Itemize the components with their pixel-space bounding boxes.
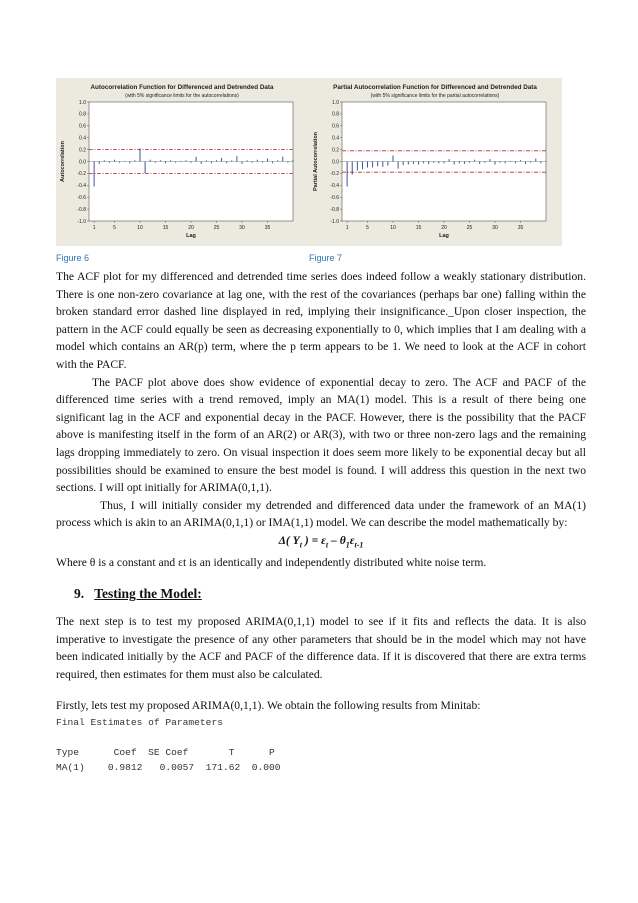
minitab-header: Type Coef SE Coef T P: [56, 746, 275, 758]
section-title: Testing the Model:: [94, 586, 202, 602]
y-tick-label: 0.4: [332, 135, 339, 142]
y-tick-label: -1.0: [330, 218, 339, 225]
x-tick-label: 10: [137, 225, 143, 231]
figure-7-pacf-chart: [309, 78, 562, 246]
x-tick-label: 5: [113, 225, 116, 231]
x-tick-label: 1: [345, 225, 349, 231]
y-axis-label: Autocorrelation: [60, 141, 66, 182]
x-tick-label: 15: [415, 225, 422, 231]
x-tick-label: 20: [188, 225, 194, 231]
acf-chart-svg: [56, 78, 309, 246]
chart-title: Partial Autocorrelation Function for Differenced and Detrended Data: [333, 84, 537, 91]
x-axis-label: Lag: [439, 233, 449, 239]
paragraph-where: Where θ is a constant and εt is an identically and independently distributed white noise term.: [56, 555, 487, 569]
paragraph-acf: The ACF plot for my differenced and detrended time series does indeed follow a weakly stationary distribution. There is one non-zero covariance at lag one, with the rest of the covariances (perhaps bar one) falling within the broken standard error dashed line displayed in red, implying their insignificance._Upon closer inspection, the pattern in the ACF could equally be seen as decreasing exponentially to 0, which implies that I am dealing with a model which contains an AR(p) term, where the p term appears to be 1. We need to look at the ACF in cohort with the PACF.: [56, 270, 586, 371]
y-tick-label: -0.2: [77, 171, 86, 178]
y-tick-label: -0.6: [330, 195, 339, 201]
y-axis-label: Partial Autocorrelation: [313, 131, 319, 192]
x-tick-label: 35: [517, 225, 524, 231]
section-heading: [74, 585, 586, 603]
x-axis-label: Lag: [186, 233, 196, 239]
y-tick-label: -0.4: [330, 183, 339, 190]
x-tick-label: 25: [466, 225, 473, 231]
y-tick-label: 0.2: [79, 147, 86, 154]
pacf-chart-svg: [309, 78, 562, 246]
y-tick-label: 0.0: [332, 159, 339, 166]
x-tick-label: 5: [366, 225, 369, 231]
y-tick-label: 0.4: [79, 135, 86, 142]
chart-subtitle: (with 5% significance limits for the autocorrelations): [125, 93, 239, 99]
paragraph-model: Thus, I will initially consider my detrended and differenced data under the framework of an MA(1) process which is akin to an ARIMA(0,1,1) or IMA(1,1) model. We can describe the model mathematically by:: [56, 498, 586, 530]
x-tick-label: 25: [213, 225, 220, 231]
figure-7-caption: Figure 7: [309, 253, 343, 263]
y-tick-label: -0.6: [77, 195, 86, 201]
y-tick-label: 0.6: [79, 123, 86, 130]
minitab-blank: [56, 730, 586, 745]
y-tick-label: 0.8: [332, 111, 339, 118]
x-tick-label: 35: [264, 225, 271, 231]
minitab-title: Final Estimates of Parameters: [56, 716, 223, 728]
paragraph-testing: The next step is to test my proposed ARIMA(0,1,1) model to see if it fits and reflects the data. It is also imperative to investigate the presence of any other parameters that should be in the model which may not have been indicated initially by the ACF and PACF of the difference data. If it is discovered that there are extra terms required, then estimates for them must also be calculated.: [56, 615, 586, 681]
x-tick-label: 20: [441, 225, 447, 231]
x-tick-label: 15: [162, 225, 169, 231]
model-equation: Δ( $Y_t$ ) = $\varepsilon_t - \theta_1\varepsilon_{t-1}$: [278, 533, 364, 550]
y-tick-label: -0.8: [77, 206, 86, 213]
chart-subtitle: (with 5% significance limits for the partial autocorrelations): [370, 93, 500, 99]
y-tick-label: 1.0: [332, 99, 339, 106]
y-tick-label: 0.8: [79, 111, 86, 118]
y-tick-label: 0.2: [332, 147, 339, 154]
chart-title: Autocorrelation Function for Differenced and Detrended Data: [90, 84, 274, 91]
figure-6-acf-chart: [56, 78, 309, 246]
body-text: [56, 268, 586, 775]
y-tick-label: -0.8: [330, 206, 339, 213]
figures-row: [56, 78, 562, 246]
y-tick-label: -0.4: [77, 183, 86, 190]
y-tick-label: -1.0: [77, 218, 86, 225]
paragraph-firstly: Firstly, lets test my proposed ARIMA(0,1,1). We obtain the following results from Minitab:: [56, 699, 481, 713]
y-tick-label: 0.0: [79, 159, 86, 166]
paragraph-pacf: The PACF plot above does show evidence of exponential decay to zero. The ACF and PACF of the differenced time series with a trend removed, imply an MA(1) model. This is a result of there being one significant lag in the ACF and exponential decay in the PACF. However, there is the possibility that the PACF above is manifesting itself in the form of an AR(2) or AR(3), with two or three non-zero lags and the remaining lags dropping immediately to zero. On visual inspection it does seem more likely to be exponential decay but all possibilities should be examined to ensure the best model is found. I will address this question in the next two sections. I will opt initially for ARIMA(0,1,1).: [56, 375, 586, 495]
section-number: 9.: [74, 586, 85, 602]
figure-6-caption: Figure 6: [56, 253, 90, 263]
x-tick-label: 1: [92, 225, 96, 231]
y-tick-label: 0.6: [332, 123, 339, 130]
y-tick-label: -0.2: [330, 171, 339, 178]
minitab-row: MA(1) 0.9812 0.0057 171.62 0.000: [56, 761, 281, 773]
x-tick-label: 30: [239, 225, 245, 231]
y-tick-label: 1.0: [79, 99, 86, 106]
x-tick-label: 10: [390, 225, 396, 231]
x-tick-label: 30: [492, 225, 498, 231]
